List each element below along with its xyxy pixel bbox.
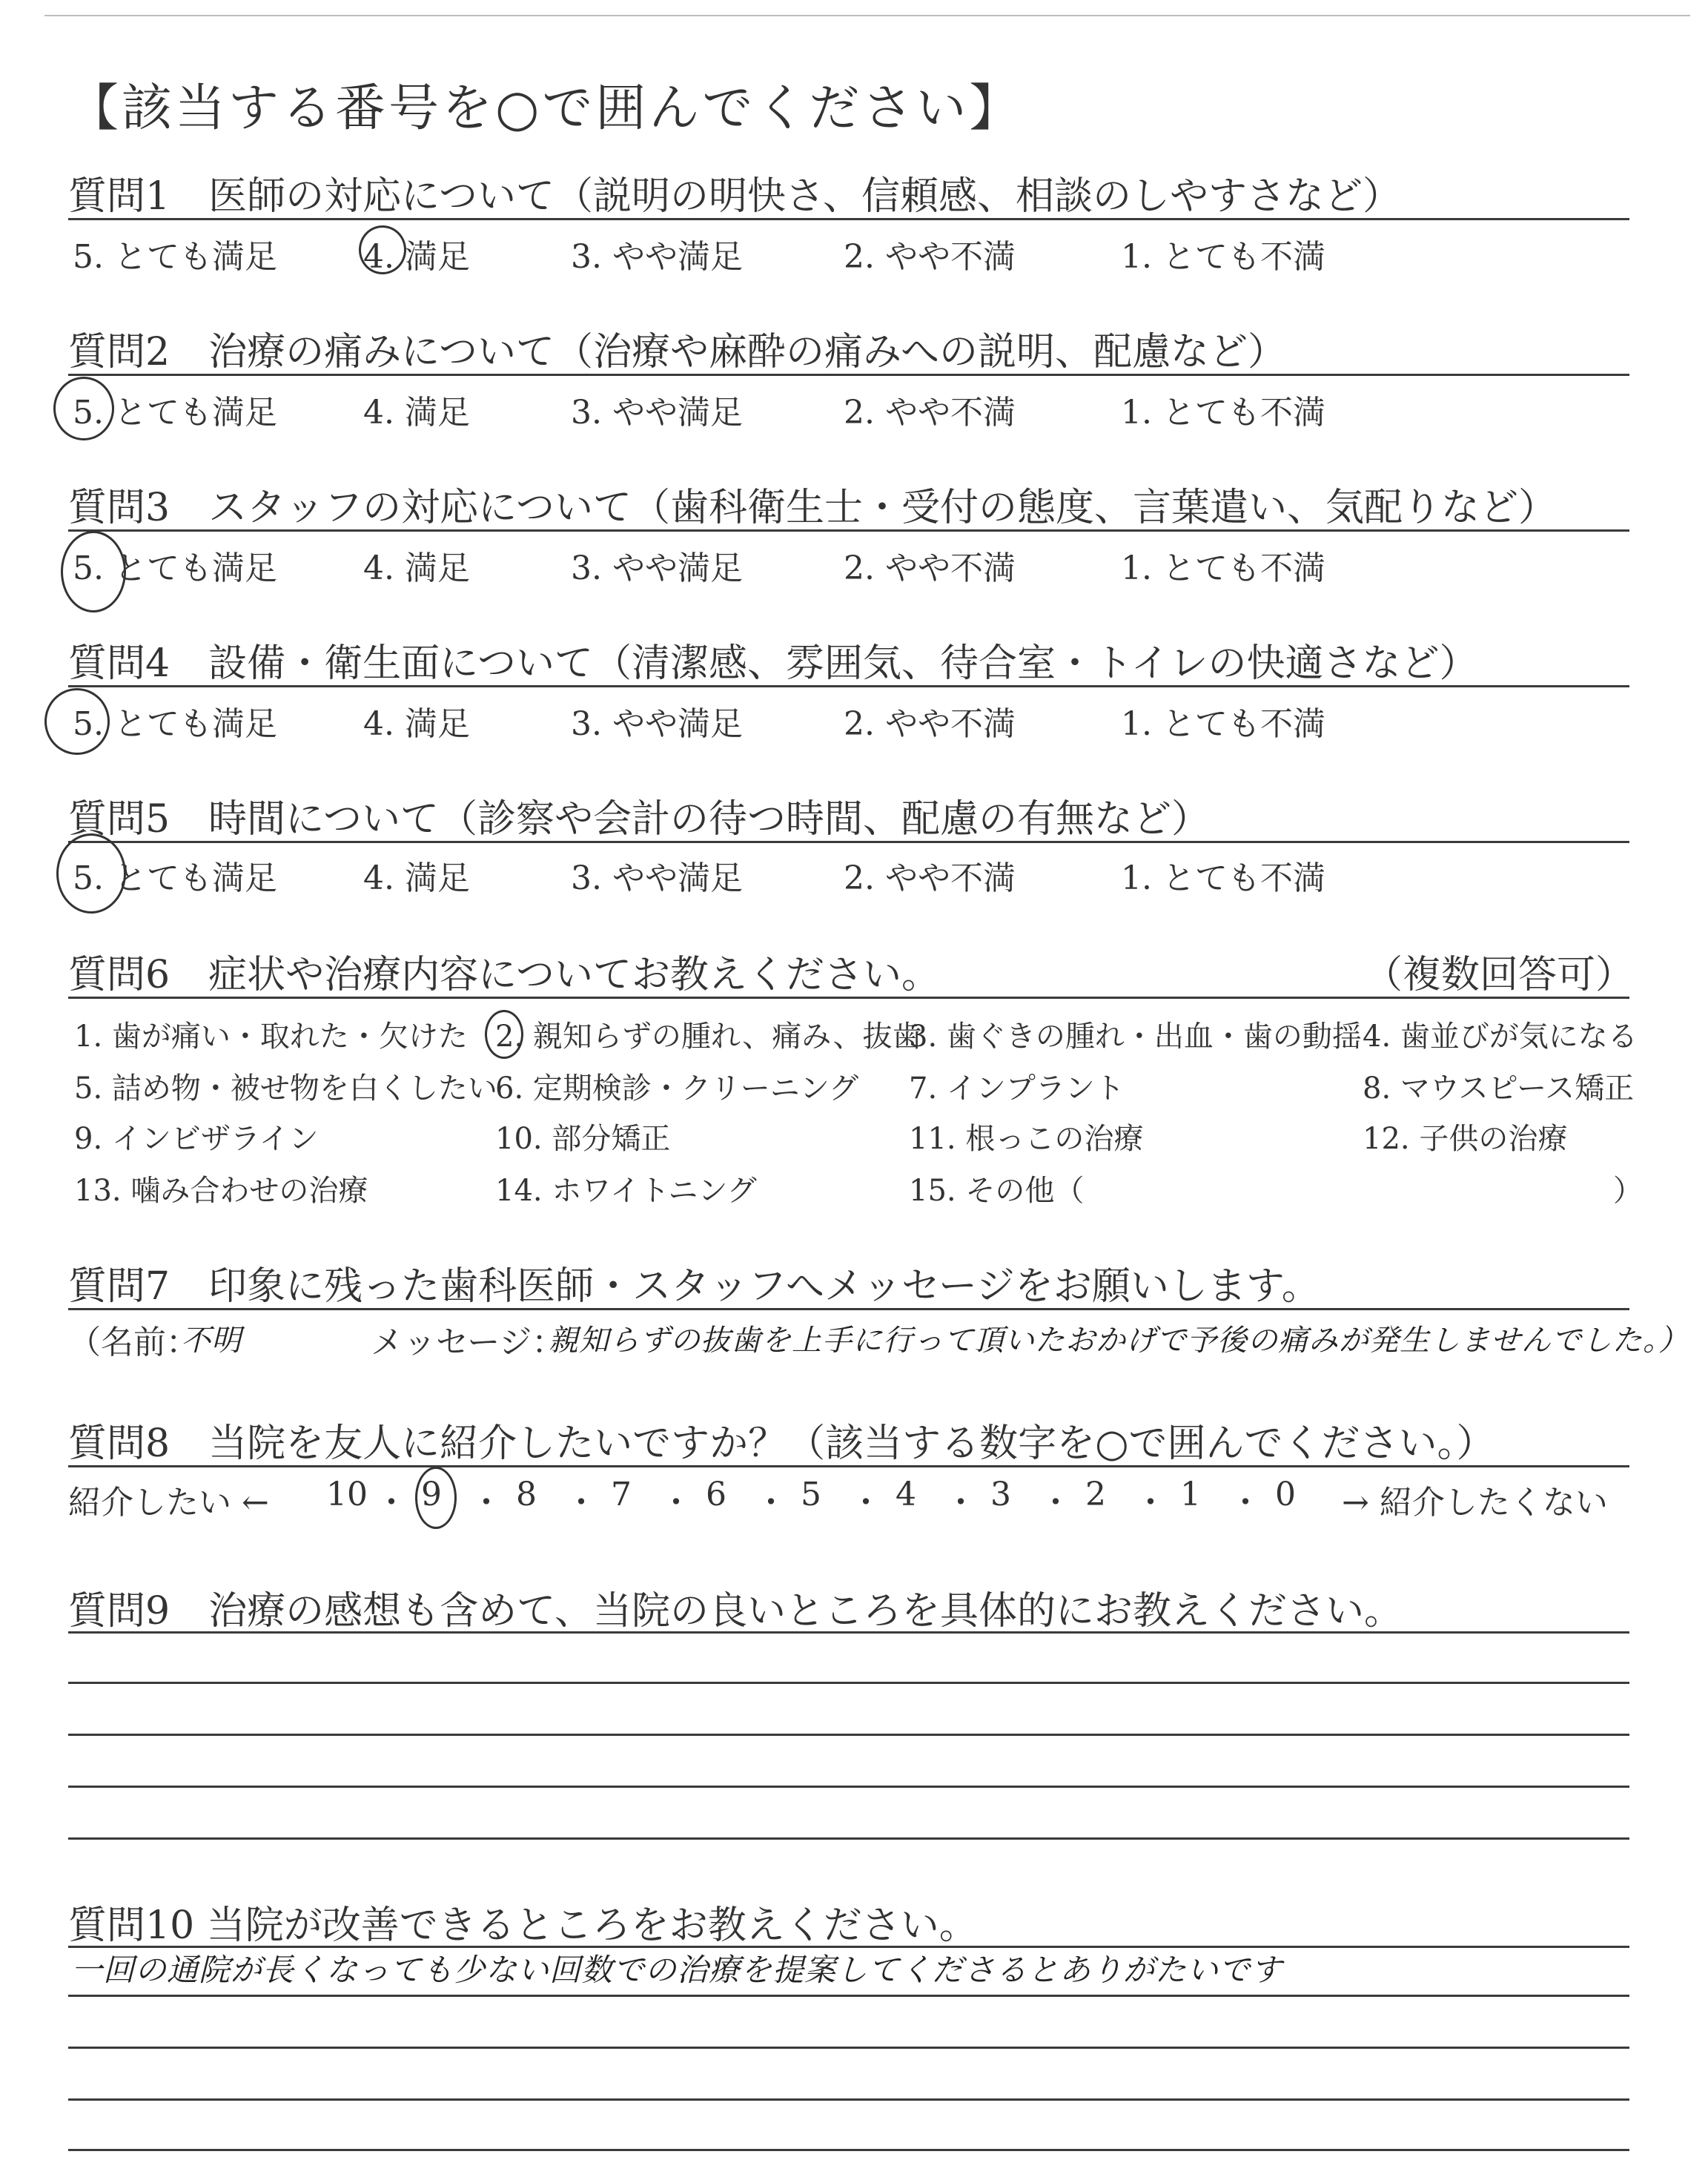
q6-multiple-note: （複数回答可） <box>1364 953 1635 997</box>
q1-option-4[interactable]: 4. 満足 <box>363 238 470 276</box>
q8-scale-separator: ・ <box>944 1484 977 1522</box>
q1-option-2[interactable]: 2. やや不満 <box>844 238 1016 276</box>
q5-rule <box>68 841 1629 843</box>
q9-rule-2[interactable] <box>68 1682 1629 1684</box>
q6-option-11[interactable]: 11. 根っこの治療 <box>909 1122 1144 1156</box>
q2-title: 質問2 治療の痛みについて（治療や麻酔の痛みへの説明、配慮など） <box>68 330 1287 374</box>
q7-rule <box>68 1308 1629 1310</box>
q8-scale-option-3[interactable]: 3 <box>990 1476 1011 1513</box>
q6-option-7[interactable]: 7. インプラント <box>909 1071 1125 1106</box>
q8-rule <box>68 1465 1629 1467</box>
q5-option-4[interactable]: 4. 満足 <box>363 859 470 897</box>
page-header: 【該当する番号を○で囲んでください】 <box>68 79 1023 138</box>
q6-option-8[interactable]: 8. マウスピース矯正 <box>1363 1071 1635 1106</box>
q6-option-10[interactable]: 10. 部分矯正 <box>495 1122 671 1156</box>
q8-scale-separator: ・ <box>850 1484 882 1522</box>
q6-option-12[interactable]: 12. 子供の治療 <box>1363 1122 1568 1156</box>
q2-option-3[interactable]: 3. やや満足 <box>571 394 743 432</box>
q3-rule <box>68 529 1629 532</box>
q6-option-6[interactable]: 6. 定期検診・クリーニング <box>495 1071 859 1106</box>
q5-option-3[interactable]: 3. やや満足 <box>571 859 743 897</box>
q3-option-2[interactable]: 2. やや不満 <box>844 549 1016 587</box>
q8-title: 質問8 当院を友人に紹介したいですか？（該当する数字を○で囲んでください。） <box>68 1421 1495 1466</box>
q8-scale-option-1[interactable]: 1 <box>1180 1476 1201 1513</box>
q6-option-13[interactable]: 13. 噛み合わせの治療 <box>74 1174 368 1208</box>
q8-scale-separator: ・ <box>660 1484 692 1522</box>
q9-rule-3[interactable] <box>68 1734 1629 1736</box>
q6-option-5[interactable]: 5. 詰め物・被せ物を白くしたい <box>74 1071 497 1106</box>
q8-scale-separator: ・ <box>565 1484 598 1522</box>
q6-option-9[interactable]: 9. インビザライン <box>74 1122 319 1156</box>
q6-rule <box>68 997 1629 999</box>
q1-option-5[interactable]: 5. とても満足 <box>73 238 277 276</box>
q4-option-1[interactable]: 1. とても不満 <box>1121 705 1325 743</box>
q8-selection-circle <box>415 1467 457 1529</box>
q5-option-1[interactable]: 1. とても不満 <box>1121 859 1325 897</box>
q9-rule-1[interactable] <box>68 1631 1629 1634</box>
q7-name-value[interactable]: 不明 <box>181 1324 242 1358</box>
q8-left-label: 紹介したい ← <box>68 1484 269 1522</box>
q4-option-3[interactable]: 3. やや満足 <box>571 705 743 743</box>
q3-option-5[interactable]: 5. とても満足 <box>73 549 277 587</box>
q1-title: 質問1 医師の対応について（説明の明快さ、信頼感、相談のしやすさなど） <box>68 174 1401 219</box>
q2-option-1[interactable]: 1. とても不満 <box>1121 394 1325 432</box>
q2-option-4[interactable]: 4. 満足 <box>363 394 470 432</box>
q8-scale-option-10[interactable]: 10 <box>326 1476 368 1513</box>
q9-title: 質問9 治療の感想も含めて、当院の良いところを具体的にお教えください。 <box>68 1589 1403 1634</box>
q5-selection-circle <box>56 833 126 914</box>
q6-selection-circle <box>485 1010 523 1059</box>
q8-scale-separator: ・ <box>1229 1484 1262 1522</box>
q6-option-4[interactable]: 4. 歯並びが気になる <box>1363 1020 1638 1054</box>
q3-title: 質問3 スタッフの対応について（歯科衛生士・受付の態度、言葉遣い、気配りなど） <box>68 486 1558 530</box>
q1-rule <box>68 218 1629 220</box>
q8-scale-option-6[interactable]: 6 <box>706 1476 726 1513</box>
q2-option-2[interactable]: 2. やや不満 <box>844 394 1016 432</box>
q6-option-14[interactable]: 14. ホワイトニング <box>495 1174 757 1208</box>
q8-scale-option-0[interactable]: 0 <box>1275 1476 1296 1513</box>
q8-scale-separator: ・ <box>470 1484 503 1522</box>
q10-rule-2[interactable] <box>68 1995 1629 1997</box>
q8-scale-option-7[interactable]: 7 <box>611 1476 632 1513</box>
q6-option-15-close: ） <box>1613 1174 1643 1208</box>
q8-right-label: → 紹介したくない <box>1342 1484 1608 1522</box>
q8-scale-separator: ・ <box>1039 1484 1072 1522</box>
q8-scale-option-5[interactable]: 5 <box>801 1476 821 1513</box>
q7-name-label: （名前： <box>68 1324 199 1361</box>
q1-selection-circle <box>359 225 406 274</box>
q7-message-label: メッセージ： <box>371 1324 565 1361</box>
q8-scale-option-2[interactable]: 2 <box>1085 1476 1106 1513</box>
q7-message-value[interactable]: 親知らずの抜歯を上手に行って頂いたおかげで予後の痛みが発生しませんでした。） <box>549 1324 1689 1358</box>
q4-selection-circle <box>44 688 110 755</box>
q5-option-5[interactable]: 5. とても満足 <box>73 859 277 897</box>
q4-rule <box>68 685 1629 687</box>
q10-answer[interactable]: 一回の通院が長くなっても少ない回数での治療を提案してくださるとありがたいです <box>71 1952 1283 1988</box>
q1-option-3[interactable]: 3. やや満足 <box>571 238 743 276</box>
q6-option-1[interactable]: 1. 歯が痛い・取れた・欠けた <box>74 1020 468 1054</box>
q9-rule-4[interactable] <box>68 1786 1629 1788</box>
q8-scale-option-8[interactable]: 8 <box>516 1476 537 1513</box>
q5-option-2[interactable]: 2. やや不満 <box>844 859 1016 897</box>
q4-option-4[interactable]: 4. 満足 <box>363 705 470 743</box>
q4-option-5[interactable]: 5. とても満足 <box>73 705 277 743</box>
q10-rule-4[interactable] <box>68 2098 1629 2101</box>
q6-option-15[interactable]: 15. その他（ <box>909 1174 1085 1208</box>
scan-edge <box>44 15 1690 16</box>
q3-option-3[interactable]: 3. やや満足 <box>571 549 743 587</box>
q10-rule-3[interactable] <box>68 2047 1629 2049</box>
q6-title: 質問6 症状や治療内容についてお教えください。 <box>68 953 941 997</box>
q8-scale-option-9[interactable]: 9 <box>421 1476 442 1513</box>
q3-selection-circle <box>61 531 126 612</box>
q2-rule <box>68 374 1629 376</box>
q8-scale-separator: ・ <box>1134 1484 1167 1522</box>
q8-scale-separator: ・ <box>375 1484 408 1522</box>
q3-option-4[interactable]: 4. 満足 <box>363 549 470 587</box>
q8-scale-option-4[interactable]: 4 <box>896 1476 916 1513</box>
q3-option-1[interactable]: 1. とても不満 <box>1121 549 1325 587</box>
q6-option-3[interactable]: 3. 歯ぐきの腫れ・出血・歯の動揺 <box>909 1020 1362 1054</box>
q5-title: 質問5 時間について（診察や会計の待つ時間、配慮の有無など） <box>68 797 1211 842</box>
q10-rule-5[interactable] <box>68 2149 1629 2151</box>
q2-option-5[interactable]: 5. とても満足 <box>73 394 277 432</box>
q8-scale-separator: ・ <box>755 1484 787 1522</box>
q4-title: 質問4 設備・衛生面について（清潔感、雰囲気、待合室・トイレの快適さなど） <box>68 641 1478 686</box>
q6-option-2[interactable]: 2. 親知らずの腫れ、痛み、抜歯 <box>495 1020 922 1054</box>
q9-rule-5[interactable] <box>68 1837 1629 1840</box>
q1-option-1[interactable]: 1. とても不満 <box>1121 238 1325 276</box>
q10-title: 質問10 当院が改善できるところをお教えください。 <box>68 1903 978 1948</box>
q7-title: 質問7 印象に残った歯科医師・スタッフへメッセージをお願いします。 <box>68 1264 1320 1309</box>
q4-option-2[interactable]: 2. やや不満 <box>844 705 1016 743</box>
q2-selection-circle <box>53 377 114 440</box>
